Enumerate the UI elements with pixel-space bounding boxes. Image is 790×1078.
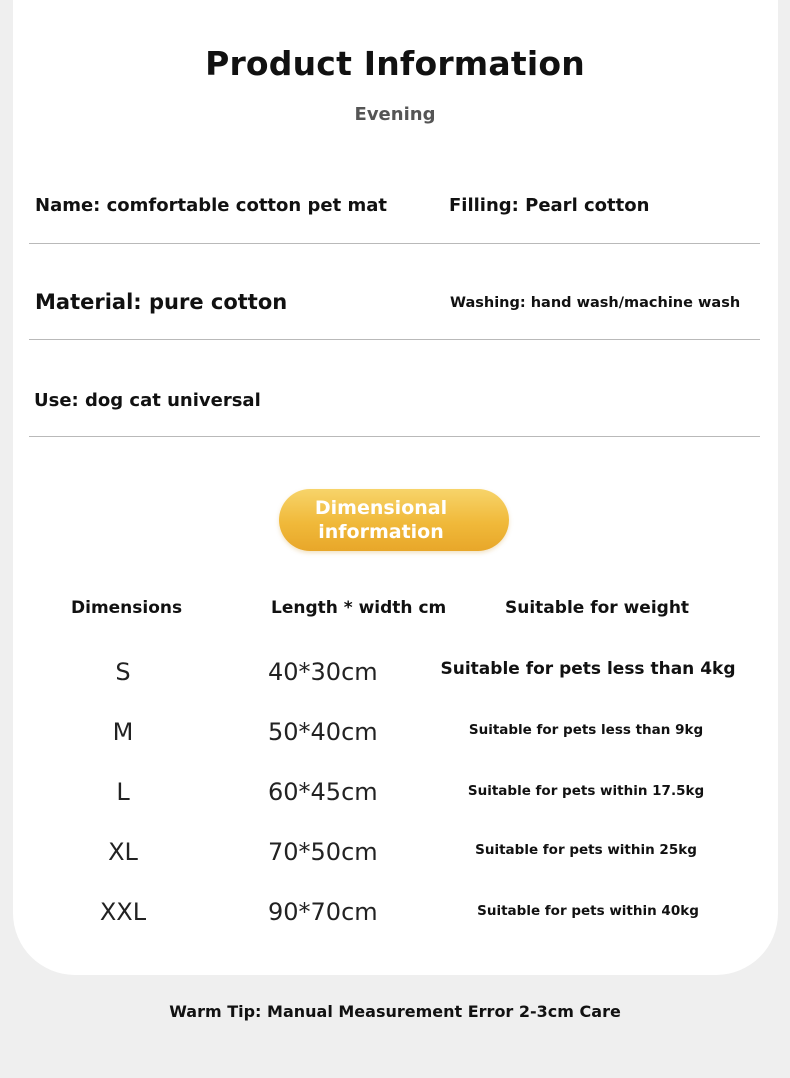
row-m-dimensions: 50*40cm <box>268 718 378 746</box>
info-filling: Filling: Pearl cotton <box>449 195 650 216</box>
divider <box>29 436 760 437</box>
column-header-length-width: Length * width cm <box>271 598 447 618</box>
info-material: Material: pure cotton <box>35 290 288 314</box>
divider <box>29 339 760 340</box>
badge-line-2: information <box>318 521 444 543</box>
divider <box>29 243 760 244</box>
row-xl-size: XL <box>108 838 138 866</box>
column-header-weight: Suitable for weight <box>505 598 690 618</box>
badge-line-1: Dimensional <box>314 497 448 519</box>
row-l-weight: Suitable for pets within 17.5kg <box>467 783 705 799</box>
info-use: Use: dog cat universal <box>34 390 261 411</box>
product-info-card <box>13 0 778 975</box>
row-xl-weight: Suitable for pets within 25kg <box>475 842 697 858</box>
info-washing: Washing: hand wash/machine wash <box>450 295 741 311</box>
subtitle: Evening <box>354 104 436 125</box>
row-xxl-dimensions: 90*70cm <box>268 898 378 926</box>
row-l-size: L <box>116 778 130 806</box>
row-s-dimensions: 40*30cm <box>268 658 378 686</box>
info-name: Name: comfortable cotton pet mat <box>35 195 387 216</box>
row-l-dimensions: 60*45cm <box>268 778 378 806</box>
row-s-size: S <box>115 658 131 686</box>
row-xxl-size: XXL <box>99 898 147 926</box>
page-title: Product Information <box>205 44 585 83</box>
warm-tip: Warm Tip: Manual Measurement Error 2-3cm Care <box>169 1002 621 1021</box>
dimensional-information-badge <box>279 489 509 551</box>
row-s-weight: Suitable for pets less than 4kg <box>440 659 736 679</box>
column-header-dimensions: Dimensions <box>71 598 183 618</box>
row-m-size: M <box>112 718 134 746</box>
row-m-weight: Suitable for pets less than 9kg <box>468 722 704 738</box>
row-xl-dimensions: 70*50cm <box>268 838 378 866</box>
row-xxl-weight: Suitable for pets within 40kg <box>477 903 699 919</box>
